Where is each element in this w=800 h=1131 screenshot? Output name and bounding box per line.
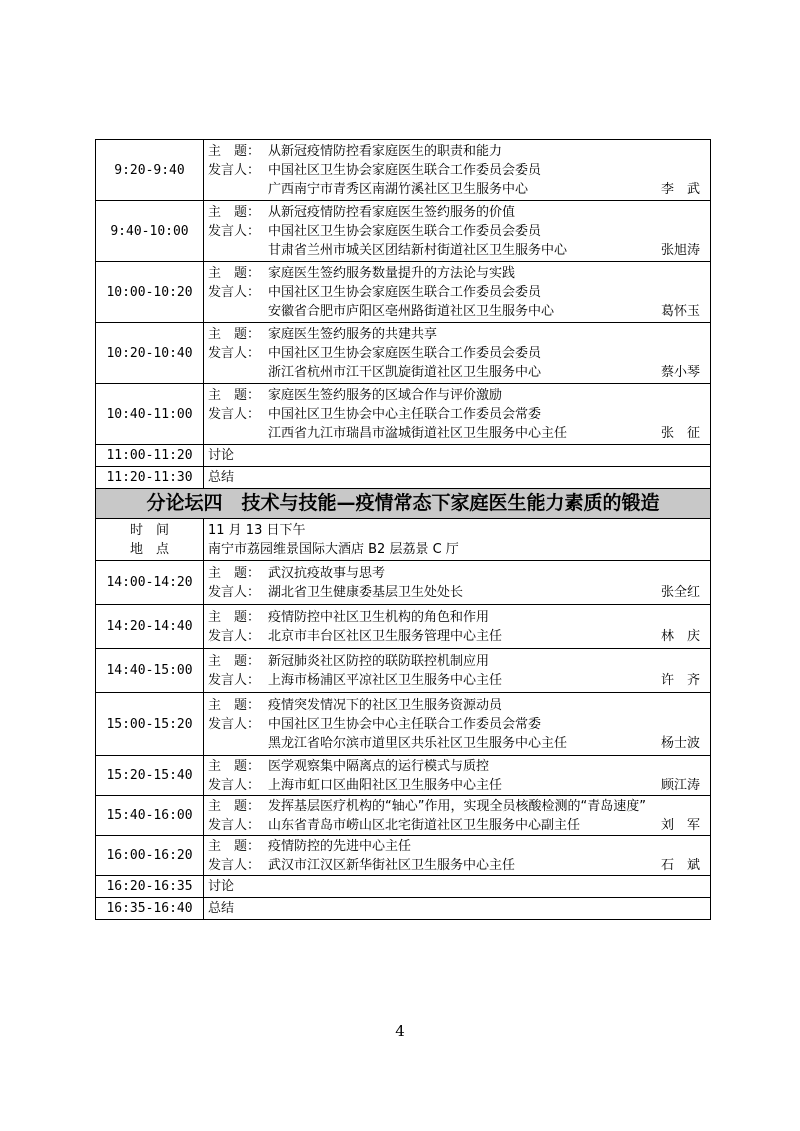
speaker-label: 发言人： xyxy=(208,345,261,361)
speaker-label: 发言人： xyxy=(208,672,261,688)
session-content xyxy=(204,756,711,796)
topic-label: 主 题： xyxy=(208,387,261,403)
speaker-name: 张旭涛 xyxy=(660,242,700,258)
time-value: 11 月 13 日下午 xyxy=(208,522,306,538)
session-content xyxy=(204,605,711,649)
session-row xyxy=(96,693,711,756)
topic-line xyxy=(208,386,710,405)
topic-line xyxy=(208,696,710,715)
speaker-affiliation: 上海市杨浦区平凉社区卫生服务中心主任 xyxy=(268,672,503,688)
time-label: 时 间 xyxy=(129,522,169,538)
session-time: 10:40-11:00 xyxy=(96,384,204,445)
indent-spacer xyxy=(208,302,268,321)
forum-banner-row xyxy=(96,489,711,519)
topic-label: 主 题： xyxy=(208,838,261,854)
topic-line xyxy=(208,325,710,344)
speaker-affiliation: 中国社区卫生协会家庭医生联合工作委员会委员 xyxy=(268,162,542,178)
topic-label: 主 题： xyxy=(208,758,261,774)
forum-info-row xyxy=(96,519,711,561)
speaker-label: 发言人： xyxy=(208,817,261,833)
speaker-line xyxy=(208,776,710,795)
simple-text: 总结 xyxy=(204,898,711,920)
speaker-name: 刘 军 xyxy=(660,817,700,833)
session-content xyxy=(204,201,711,262)
topic-line xyxy=(208,757,710,776)
speaker-line xyxy=(208,671,710,690)
speaker-line xyxy=(208,583,710,602)
speaker-name: 蔡小琴 xyxy=(660,364,700,380)
speaker-name: 杨士波 xyxy=(660,735,700,751)
topic-label: 主 题： xyxy=(208,697,261,713)
session-content xyxy=(204,649,711,693)
simple-row xyxy=(96,467,711,489)
topic-text: 疫情防控的先进中心主任 xyxy=(268,838,412,854)
place-value: 南宁市荔园维景国际大酒店 B2 层荔景 C 厅 xyxy=(208,541,459,557)
topic-text: 医学观察集中隔离点的运行模式与质控 xyxy=(268,758,490,774)
page-number: 4 xyxy=(395,1022,405,1040)
session-time: 16:00-16:20 xyxy=(96,836,204,876)
topic-label: 主 题： xyxy=(208,265,261,281)
session-row xyxy=(96,756,711,796)
session-time: 14:40-15:00 xyxy=(96,649,204,693)
topic-line xyxy=(208,652,710,671)
session-time: 14:20-14:40 xyxy=(96,605,204,649)
speaker-name: 李 武 xyxy=(660,181,700,197)
session-row xyxy=(96,561,711,605)
speaker-name: 张全红 xyxy=(660,584,700,600)
session-row xyxy=(96,201,711,262)
session-time: 14:00-14:20 xyxy=(96,561,204,605)
simple-row xyxy=(96,898,711,920)
session-row xyxy=(96,323,711,384)
session-content xyxy=(204,693,711,756)
session-time: 9:40-10:00 xyxy=(96,201,204,262)
indent-spacer xyxy=(208,241,268,260)
speaker-name: 葛怀玉 xyxy=(660,303,700,319)
speaker-affiliation: 广西南宁市青秀区南湖竹溪社区卫生服务中心 xyxy=(268,181,529,197)
speaker-affiliation: 中国社区卫生协会家庭医生联合工作委员会委员 xyxy=(268,284,542,300)
simple-text: 讨论 xyxy=(204,876,711,898)
topic-line xyxy=(208,837,710,856)
topic-label: 主 题： xyxy=(208,326,261,342)
topic-line xyxy=(208,797,710,816)
session-row xyxy=(96,796,711,836)
session-content xyxy=(204,384,711,445)
topic-line xyxy=(208,564,710,583)
session-row xyxy=(96,140,711,201)
session-time: 15:40-16:00 xyxy=(96,796,204,836)
session-time: 16:35-16:40 xyxy=(96,898,204,920)
speaker-affiliation: 中国社区卫生协会家庭医生联合工作委员会委员 xyxy=(268,345,542,361)
session-time: 11:00-11:20 xyxy=(96,445,204,467)
speaker-affiliation: 中国社区卫生协会中心主任联合工作委员会常委 xyxy=(268,406,542,422)
session-row xyxy=(96,384,711,445)
session-content xyxy=(204,796,711,836)
session-time: 9:20-9:40 xyxy=(96,140,204,201)
topic-text: 疫情防控中社区卫生机构的角色和作用 xyxy=(268,609,490,625)
speaker-line xyxy=(208,344,710,363)
speaker-line xyxy=(208,627,710,646)
speaker-affiliation: 黑龙江省哈尔滨市道里区共乐社区卫生服务中心主任 xyxy=(268,735,568,751)
forum-title: 分论坛四 技术与技能—疫情常态下家庭医生能力素质的锻造 xyxy=(96,489,711,519)
speaker-label: 发言人： xyxy=(208,406,261,422)
speaker-label: 发言人： xyxy=(208,223,261,239)
topic-text: 新冠肺炎社区防控的联防联控机制应用 xyxy=(268,653,490,669)
forum-info-values xyxy=(204,519,711,561)
indent-spacer xyxy=(208,180,268,199)
topic-text: 疫情突发情况下的社区卫生服务资源动员 xyxy=(268,697,503,713)
topic-line xyxy=(208,608,710,627)
topic-line xyxy=(208,142,710,161)
speaker-name: 顾江涛 xyxy=(660,777,700,793)
session-row xyxy=(96,605,711,649)
session-content xyxy=(204,140,711,201)
topic-text: 家庭医生签约服务数量提升的方法论与实践 xyxy=(268,265,516,281)
session-content xyxy=(204,836,711,876)
speaker-line xyxy=(208,222,710,241)
speaker-affiliation: 甘肃省兰州市城关区团结新村街道社区卫生服务中心 xyxy=(268,242,568,258)
speaker-line xyxy=(208,405,710,424)
session-content xyxy=(204,262,711,323)
session-time: 16:20-16:35 xyxy=(96,876,204,898)
topic-label: 主 题： xyxy=(208,565,261,581)
speaker-line xyxy=(208,734,710,753)
topic-text: 从新冠疫情防控看家庭医生的职责和能力 xyxy=(268,143,503,159)
speaker-affiliation: 北京市丰台区社区卫生服务管理中心主任 xyxy=(268,628,503,644)
forum-info-labels xyxy=(96,519,204,561)
speaker-label: 发言人： xyxy=(208,716,261,732)
topic-label: 主 题： xyxy=(208,653,261,669)
simple-row xyxy=(96,445,711,467)
session-time: 15:20-15:40 xyxy=(96,756,204,796)
indent-spacer xyxy=(208,363,268,382)
speaker-affiliation: 武汉市江汉区新华街社区卫生服务中心主任 xyxy=(268,857,516,873)
indent-spacer xyxy=(208,734,268,753)
topic-line xyxy=(208,203,710,222)
session-time: 15:00-15:20 xyxy=(96,693,204,756)
topic-label: 主 题： xyxy=(208,609,261,625)
topic-line xyxy=(208,264,710,283)
topic-label: 主 题： xyxy=(208,798,261,814)
speaker-label: 发言人： xyxy=(208,162,261,178)
agenda-table xyxy=(95,139,711,920)
session-row xyxy=(96,262,711,323)
session-content xyxy=(204,323,711,384)
topic-label: 主 题： xyxy=(208,143,261,159)
speaker-line xyxy=(208,715,710,734)
session-row xyxy=(96,836,711,876)
speaker-line xyxy=(208,856,710,875)
speaker-label: 发言人： xyxy=(208,857,261,873)
session-time: 10:20-10:40 xyxy=(96,323,204,384)
simple-text: 讨论 xyxy=(204,445,711,467)
speaker-line xyxy=(208,424,710,443)
speaker-affiliation: 山东省青岛市崂山区北宅街道社区卫生服务中心副主任 xyxy=(268,817,581,833)
topic-text: 武汉抗疫故事与思考 xyxy=(268,565,386,581)
speaker-label: 发言人： xyxy=(208,777,261,793)
simple-row xyxy=(96,876,711,898)
speaker-line xyxy=(208,161,710,180)
speaker-name: 张 征 xyxy=(660,425,700,441)
speaker-line xyxy=(208,180,710,199)
speaker-affiliation: 湖北省卫生健康委基层卫生处处长 xyxy=(268,584,464,600)
speaker-affiliation: 江西省九江市瑞昌市湓城街道社区卫生服务中心主任 xyxy=(268,425,568,441)
speaker-affiliation: 中国社区卫生协会家庭医生联合工作委员会委员 xyxy=(268,223,542,239)
speaker-line xyxy=(208,363,710,382)
speaker-name: 石 斌 xyxy=(660,857,700,873)
speaker-label: 发言人： xyxy=(208,584,261,600)
topic-text: 从新冠疫情防控看家庭医生签约服务的价值 xyxy=(268,204,516,220)
speaker-line xyxy=(208,283,710,302)
session-time: 11:20-11:30 xyxy=(96,467,204,489)
speaker-line xyxy=(208,241,710,260)
speaker-name: 林 庆 xyxy=(660,628,700,644)
session-content xyxy=(204,561,711,605)
topic-text: 家庭医生签约服务的区域合作与评价激励 xyxy=(268,387,503,403)
session-time: 10:00-10:20 xyxy=(96,262,204,323)
topic-label: 主 题： xyxy=(208,204,261,220)
speaker-line xyxy=(208,816,710,835)
speaker-line xyxy=(208,302,710,321)
topic-text: 发挥基层医疗机构的“轴心”作用，实现全员核酸检测的“青岛速度” xyxy=(268,798,646,814)
topic-text: 家庭医生签约服务的共建共享 xyxy=(268,326,438,342)
speaker-affiliation: 上海市虹口区曲阳社区卫生服务中心主任 xyxy=(268,777,503,793)
session-row xyxy=(96,649,711,693)
indent-spacer xyxy=(208,424,268,443)
speaker-affiliation: 浙江省杭州市江干区凯旋街道社区卫生服务中心 xyxy=(268,364,542,380)
speaker-name: 许 齐 xyxy=(660,672,700,688)
speaker-affiliation: 中国社区卫生协会中心主任联合工作委员会常委 xyxy=(268,716,542,732)
speaker-affiliation: 安徽省合肥市庐阳区亳州路街道社区卫生服务中心 xyxy=(268,303,555,319)
speaker-label: 发言人： xyxy=(208,628,261,644)
speaker-label: 发言人： xyxy=(208,284,261,300)
simple-text: 总结 xyxy=(204,467,711,489)
place-label: 地 点 xyxy=(129,541,169,557)
